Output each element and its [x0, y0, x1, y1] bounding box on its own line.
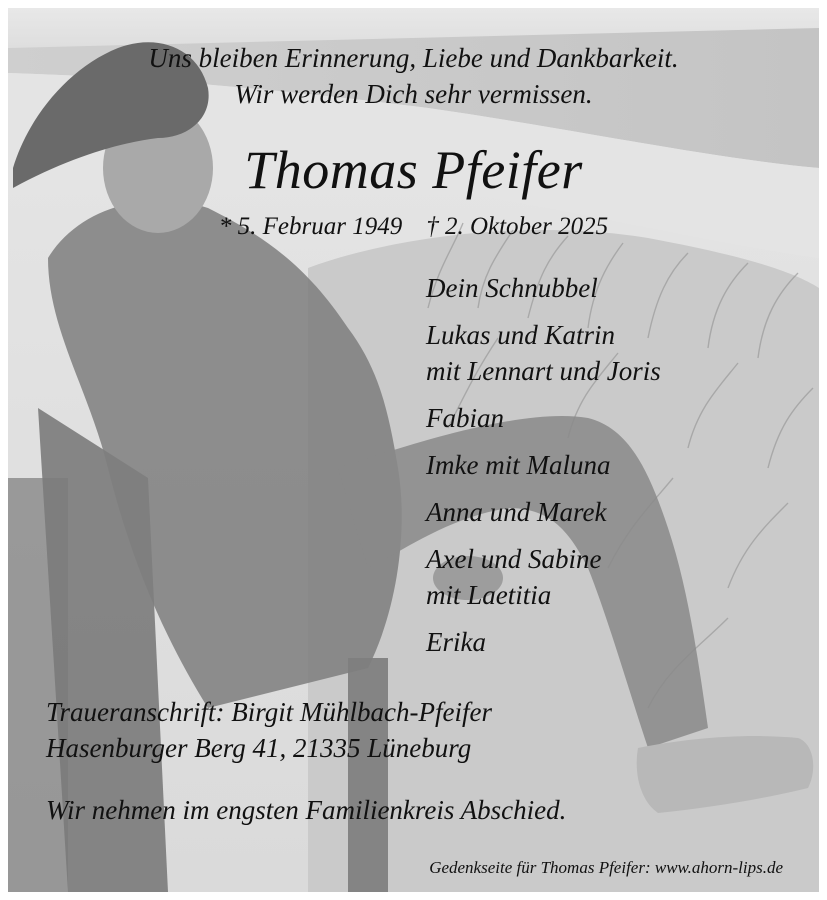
- motto-line-2: Wir werden Dich sehr vermissen.: [234, 79, 593, 109]
- mourner-entry: [426, 447, 661, 483]
- memorial-page-link: Gedenkseite für Thomas Pfeifer: www.ahorn-lips.de: [429, 858, 783, 877]
- mourner-entry: [426, 541, 661, 613]
- mourner-line: Lukas und Katrin: [426, 320, 616, 350]
- mourner-line: mit Laetitia: [426, 580, 552, 610]
- address-line-1: Traueranschrift: Birgit Mühlbach-Pfeifer: [46, 697, 492, 727]
- mourner-entry: [426, 494, 661, 530]
- mourner-entry: [426, 317, 661, 389]
- motto-line-1: Uns bleiben Erinnerung, Liebe und Dankbarkeit.: [148, 43, 679, 73]
- notice-text-layer: [8, 8, 819, 892]
- obituary-frame: [8, 8, 819, 892]
- mourner-line: Dein Schnubbel: [426, 273, 598, 303]
- mourner-entry: [426, 270, 661, 306]
- mourning-address: [46, 694, 492, 766]
- mourner-line: Imke mit Maluna: [426, 450, 611, 480]
- life-dates: [8, 212, 819, 242]
- mourner-line: Anna und Marek: [426, 497, 607, 527]
- farewell-note: Wir nehmen im engsten Familienkreis Abschied.: [46, 795, 567, 825]
- birth-date: * 5. Februar 1949: [218, 213, 403, 240]
- mourner-entry: [426, 400, 661, 436]
- mourner-entry: [426, 624, 661, 660]
- address-line-2: Hasenburger Berg 41, 21335 Lüneburg: [46, 733, 472, 763]
- mourner-line: mit Lennart und Joris: [426, 356, 661, 386]
- deceased-name: Thomas Pfeifer: [244, 140, 583, 200]
- mourners-list: [426, 270, 661, 671]
- mourner-line: Erika: [426, 627, 486, 657]
- mourner-line: Fabian: [426, 403, 504, 433]
- mourner-line: Axel und Sabine: [426, 544, 602, 574]
- death-date: † 2. Oktober 2025: [426, 213, 609, 240]
